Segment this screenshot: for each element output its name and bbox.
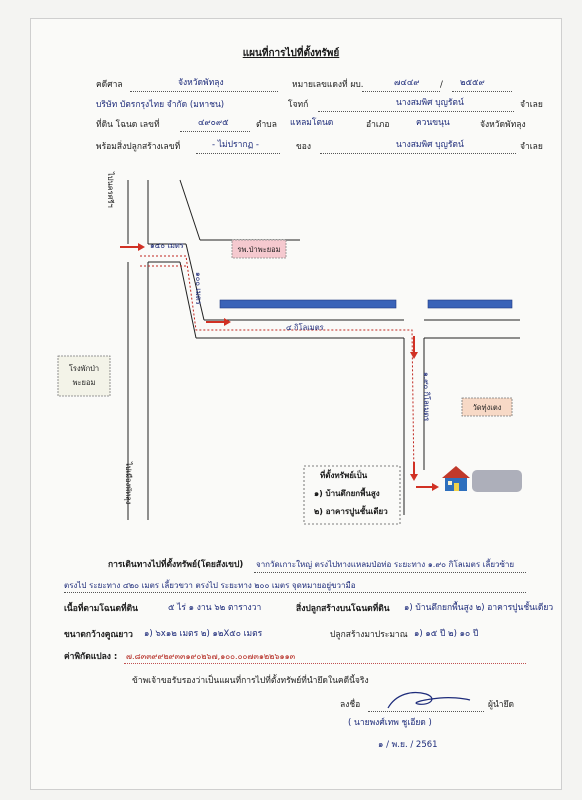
sign-label: ลงชื่อ xyxy=(340,700,361,710)
distance-4km-label: ๔ กิโลเมตร xyxy=(286,323,324,332)
owner-role-label: จำเลย xyxy=(520,142,543,152)
distance-100m-label: ๑๐๐ เมตร xyxy=(194,272,203,305)
building-value: - ไม่ปรากฏ - xyxy=(212,140,260,150)
building-label: พร้อมสิ่งปลูกสร้างเลขที่ xyxy=(96,142,181,152)
owner-label: ของ xyxy=(296,142,312,152)
case-no-label: หมายเลขแดงที่ ผบ. xyxy=(292,80,364,90)
structures-label: สิ่งปลูกสร้างบนโฉนดที่ดิน xyxy=(296,604,390,614)
road-left-top-label: ไปนครศรีฯ xyxy=(106,172,115,208)
road-left-bottom-label: ไปเมืองพัทลุง xyxy=(124,462,133,505)
defendant-value: นางสมพิศ บุญรัตน์ xyxy=(396,98,464,108)
court-label: คดีศาล xyxy=(96,80,123,90)
size-label: ขนาดกว้างคูณยาว xyxy=(64,630,133,640)
coord-value: ๗.๘๓๓๙๙๒๙๓๓๑๙๐๒๖๗,๑๐๐.๐๐๗๓๑๒๒๖๑๑๓ xyxy=(126,652,296,661)
age-value: ๑) ๑๕ ปี ๒) ๑๐ ปี xyxy=(414,629,479,639)
property-box-title: ที่ตั้งทรัพย์เป็น xyxy=(320,471,368,480)
owner-value: นางสมพิศ บุญรัตน์ xyxy=(396,140,464,150)
defendant-label: จำเลย xyxy=(520,100,543,110)
area-label: เนื้อที่ตามโฉนดที่ดิน xyxy=(64,604,138,614)
case-year-value: ๒๕๕๙ xyxy=(460,78,485,88)
subdistrict-label: ตำบล xyxy=(256,120,277,130)
deed-value: ๔๙๐๙๕ xyxy=(198,118,229,128)
province-value: จังหวัดพัทลุง xyxy=(480,120,526,130)
age-label: ปลูกสร้างมาประมาณ xyxy=(330,630,408,640)
distance-140m-label: ๑๔๐ เมตร xyxy=(150,241,184,250)
property-box-item2: ๒) อาคารปูนชั้นเดียว xyxy=(314,507,388,516)
directions-label: การเดินทางไปที่ตั้งทรัพย์(โดยสังเขป) xyxy=(108,560,244,570)
directions-line2: ตรงไป ระยะทาง ๔๒๐ เมตร เลี้ยวขวา ตรงไป ระยะทาง ๒๐๐ เมตร จุดหมายอยู่ขวามือ xyxy=(64,581,356,590)
case-no-value: ๗๔๔๙ xyxy=(394,78,420,88)
police-landmark: โรงพักป่าพะยอม xyxy=(68,364,100,387)
structures-value: ๑) บ้านตึกยกพื้นสูง ๒) อาคารปูนชั้นเดียว xyxy=(404,603,554,613)
sign-date: ๑ / พ.ย. / 2561 xyxy=(378,740,438,750)
court-value: จังหวัดพัทลุง xyxy=(178,78,224,88)
plaintiff-value: บริษัท บัตรกรุงไทย จำกัด (มหาชน) xyxy=(96,100,225,110)
signer-role: ผู้นำยึด xyxy=(488,700,515,710)
directions-line1: จากวัดเกาะใหญ่ ตรงไปทางแหลมป่อท่อ ระยะทาง ๑.๙๐ กิโลเมตร เลี้ยวซ้าย xyxy=(256,560,515,569)
district-value: ควนขนุน xyxy=(416,118,450,128)
coord-label: ค่าพิกัดแปลง : xyxy=(64,652,118,662)
certify-text: ข้าพเจ้าขอรับรองว่าเป็นแผนที่การไปที่ตั้งทรัพย์ที่นำยึดในคดีนี้จริง xyxy=(132,676,369,686)
hospital-landmark: รพ.ป่าพะยอม xyxy=(237,245,281,254)
temple-landmark: วัดทุ่งเตง xyxy=(472,403,502,412)
plaintiff-label: โจทก์ xyxy=(288,100,309,110)
distance-1-90km-label: ๑.๙๐ กิโลเมตร xyxy=(422,372,431,422)
property-box-item1: ๑) บ้านตึกยกพื้นสูง xyxy=(314,489,380,498)
signer-name: ( นายพงศ์เทพ ชูเอียด ) xyxy=(348,718,432,728)
deed-label: ที่ดิน โฉนด เลขที่ xyxy=(96,120,160,130)
page-title: แผนที่การไปที่ตั้งทรัพย์ xyxy=(242,48,340,59)
area-value: ๕ ไร่ ๑ งาน ๖๒ ตารางวา xyxy=(168,603,262,613)
district-label: อำเภอ xyxy=(366,120,390,130)
size-value: ๑) ๖x๑๒ เมตร ๒) ๑๒X๕๐ เมตร xyxy=(144,629,263,639)
subdistrict-value: แหลมโตนด xyxy=(290,118,334,128)
